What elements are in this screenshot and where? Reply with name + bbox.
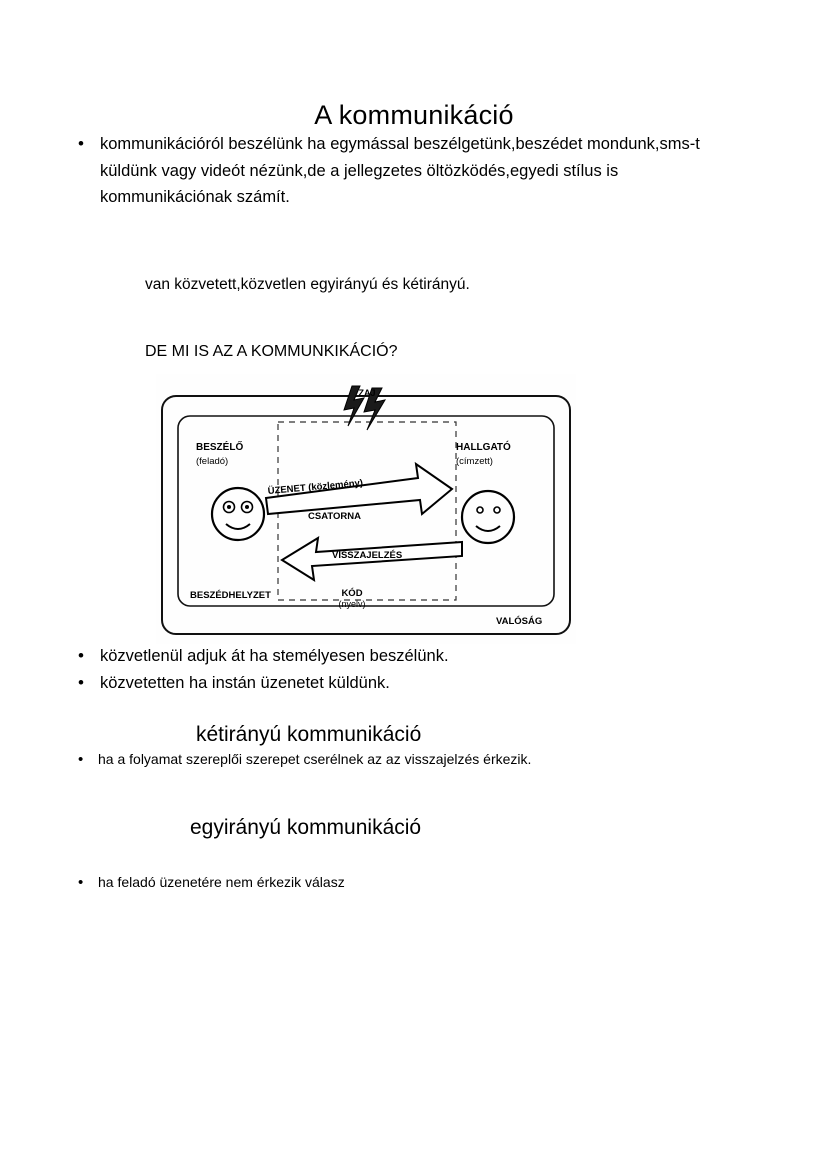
svg-text:VISSZAJELZÉS: VISSZAJELZÉS — [332, 549, 403, 561]
svg-text:(feladó): (feladó) — [196, 455, 229, 467]
svg-text:KÓD: KÓD — [341, 587, 363, 599]
figure-container — [78, 374, 750, 644]
diagram-svg — [156, 374, 576, 644]
question-heading: DE MI IS AZ A KOMMUNKIKÁCIÓ? — [145, 342, 398, 360]
svg-text:(nyelv): (nyelv) — [338, 598, 366, 609]
list-item: • ha feladó üzenetére nem érkezik válasz — [78, 872, 750, 894]
list-item: • kommunikációról beszélünk ha egymással beszélgetünk,beszédet mondunk,sms-t küldünk vagy videót nézünk,de a jellegzetes öltözködés,egyedi stílus is kommunikációnak számít. — [78, 131, 750, 211]
svg-text:ÜZENET (közlemény): ÜZENET (közlemény) — [267, 477, 364, 497]
list-item: • közvetetten ha instán üzenetet küldünk. — [78, 671, 750, 696]
svg-text:CSATORNA: CSATORNA — [308, 510, 361, 522]
svg-text:BESZÉLŐ: BESZÉLŐ — [196, 441, 244, 453]
mid-bullet-list — [78, 644, 750, 696]
svg-text:ZAJ: ZAJ — [358, 387, 376, 398]
list-item: • ha a folyamat szereplői szerepet cserélnek az az visszajelzés érkezik. — [78, 749, 750, 771]
two-way-bullet-list — [78, 749, 750, 771]
intro-bullet-list — [78, 131, 750, 211]
paragraph-communication-types: van közvetett,közvetlen egyirányú és kétirányú. — [145, 276, 470, 294]
svg-text:HALLGATÓ: HALLGATÓ — [456, 441, 511, 453]
svg-text:VALÓSÁG: VALÓSÁG — [496, 615, 543, 627]
list-item: • közvetlenül adjuk át ha stemélyesen beszélünk. — [78, 644, 750, 669]
heading-two-way-communication: kétirányú kommunikáció — [196, 723, 422, 747]
one-way-bullet-list — [78, 872, 750, 894]
svg-text:(címzett): (címzett) — [456, 455, 493, 467]
heading-one-way-communication: egyirányú kommunikáció — [190, 816, 422, 840]
svg-text:BESZÉDHELYZET: BESZÉDHELYZET — [190, 589, 271, 601]
page-title: A kommunikáció — [314, 100, 514, 130]
communication-model-diagram — [156, 374, 576, 644]
